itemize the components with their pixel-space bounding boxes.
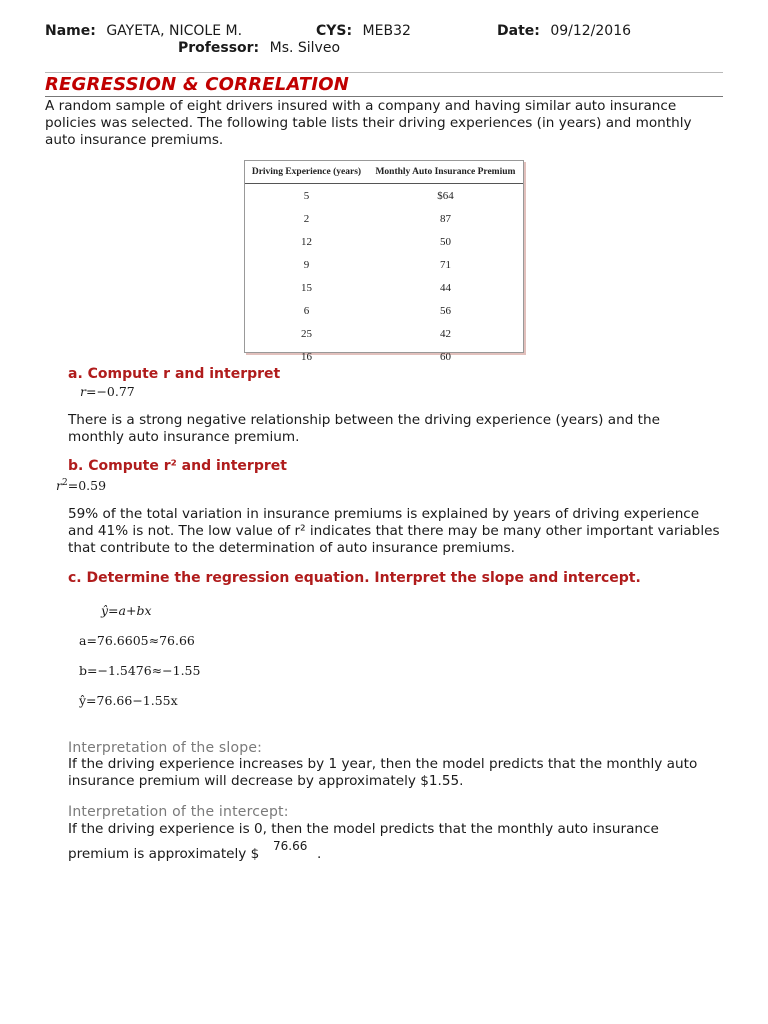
- name-field: [45, 23, 242, 39]
- interpretation-b: 59% of the total variation in insurance premiums is explained by years of driving experience and 41% is not. The low value of r² indicates that there may be many other important variables that contribute to the determination of auto insurance premiums.: [68, 506, 720, 556]
- title-divider: [45, 96, 723, 97]
- question-b: b. Compute r² and interpret: [68, 458, 287, 474]
- date-field: [497, 23, 631, 39]
- data-table: [244, 160, 524, 363]
- slope-interpretation: If the driving experience increases by 1 year, then the model predicts that the monthly auto insurance premium will decrease by approximately $1.55.: [68, 756, 698, 789]
- table-cell: 2: [303, 212, 310, 225]
- table-cell: 50: [439, 235, 451, 248]
- cys-label: CYS:: [316, 23, 353, 39]
- table-cell: 6: [303, 304, 310, 317]
- table-cell: 5: [303, 189, 310, 202]
- table-row: [245, 253, 523, 276]
- slope-heading: Interpretation of the slope:: [68, 740, 263, 756]
- table-cell: 15: [300, 281, 312, 294]
- professor-value: Ms. Silveo: [269, 40, 341, 56]
- equation-final: ŷ=76.66−1.55x: [79, 693, 178, 708]
- table-cell: $64: [437, 189, 454, 202]
- intro-paragraph: A random sample of eight drivers insured with a company and having similar auto insurance policies was selected. The following table lists their driving experiences (in years) and monthly auto insurance premiums.: [45, 98, 692, 148]
- answer-r2-value: =0.59: [67, 478, 107, 494]
- intercept-interpretation-line1: If the driving experience is 0, then the model predicts that the monthly auto insurance: [68, 821, 659, 837]
- table-cell: 56: [439, 304, 451, 317]
- table-row: [245, 299, 523, 322]
- equation-a: a=76.6605≈76.66: [79, 633, 195, 648]
- question-c: c. Determine the regression equation. Interpret the slope and intercept.: [68, 570, 641, 586]
- name-value: GAYETA, NICOLE M.: [106, 23, 243, 39]
- professor-field: [178, 40, 340, 56]
- table-row: [245, 230, 523, 253]
- answer-r2-exponent: 2: [61, 478, 68, 488]
- answer-r2-variable: r: [56, 478, 62, 494]
- equation-b: b=−1.5476≈−1.55: [79, 663, 201, 678]
- date-value: 09/12/2016: [550, 23, 632, 39]
- answer-r-variable: r: [80, 384, 86, 399]
- intercept-period: .: [317, 846, 322, 862]
- column-header: Monthly Auto Insurance Premium: [368, 161, 523, 184]
- name-label: Name:: [45, 23, 96, 39]
- table-cell: 9: [303, 258, 310, 271]
- interpretation-a: There is a strong negative relationship between the driving experience (years) and the monthly auto insurance premium.: [68, 412, 660, 445]
- column-header: Driving Experience (years): [245, 161, 368, 184]
- professor-label: Professor:: [178, 40, 260, 56]
- answer-r-value: =−0.77: [85, 384, 135, 399]
- question-a: a. Compute r and interpret: [68, 366, 281, 382]
- table-cell: 42: [439, 327, 451, 340]
- table-cell: 71: [439, 258, 451, 271]
- date-label: Date:: [497, 23, 540, 39]
- cys-value: MEB32: [362, 23, 411, 39]
- page-title: REGRESSION & CORRELATION: [45, 74, 350, 95]
- table-cell: 16: [300, 350, 312, 363]
- answer-r-squared: [56, 478, 106, 493]
- intercept-heading: Interpretation of the intercept:: [68, 804, 289, 820]
- table-header-row: [245, 161, 523, 184]
- cys-field: [316, 23, 411, 39]
- table-cell: 60: [439, 350, 451, 363]
- table-row: [245, 207, 523, 230]
- table-row: [245, 345, 523, 368]
- intercept-interpretation-line2: premium is approximately $: [68, 846, 260, 862]
- table-row: [245, 276, 523, 299]
- header-divider: [45, 72, 723, 73]
- table-row: [245, 322, 523, 345]
- table-cell: 12: [300, 235, 312, 248]
- table-cell: 25: [300, 327, 312, 340]
- table-cell: 87: [439, 212, 451, 225]
- intercept-value: 76.66: [273, 839, 308, 853]
- table-cell: 44: [439, 281, 451, 294]
- answer-r: [80, 384, 135, 399]
- equation-model: ŷ=a+bx: [101, 603, 152, 618]
- table-row: [245, 184, 523, 208]
